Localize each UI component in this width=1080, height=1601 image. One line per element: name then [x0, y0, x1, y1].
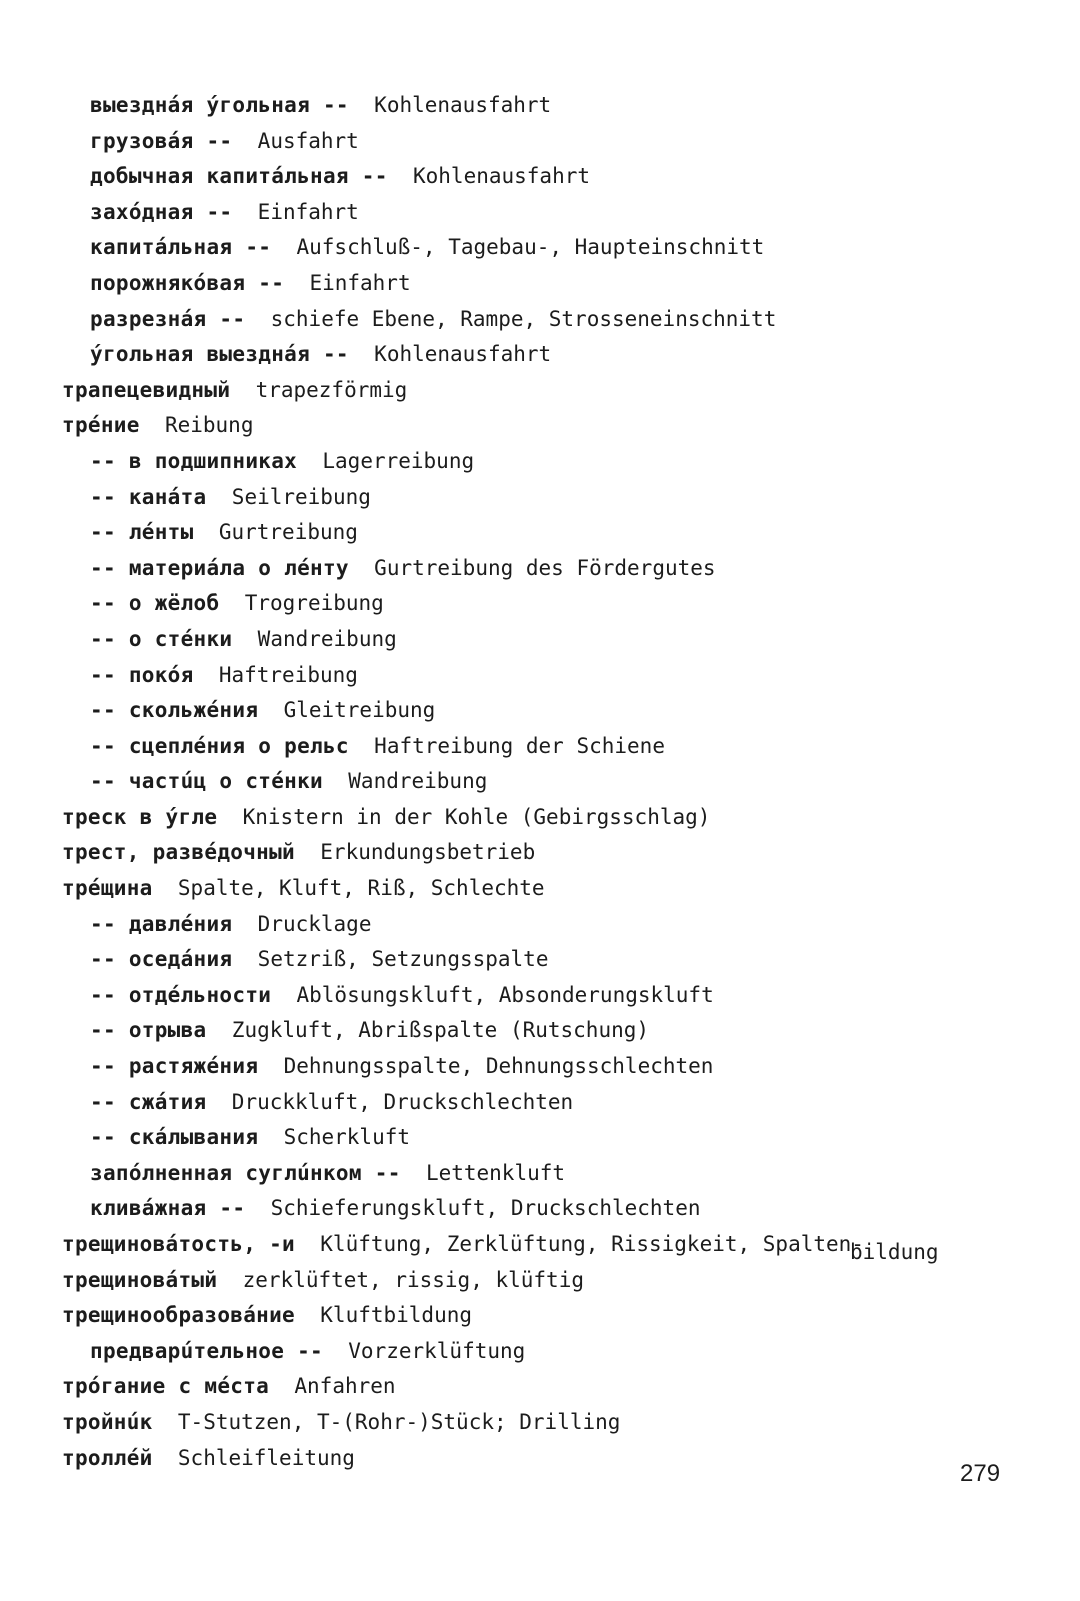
russian-term: -- сцеплéния о рельс — [90, 733, 349, 758]
german-translation: Einfahrt — [257, 199, 359, 224]
sub-entry — [62, 1049, 1022, 1085]
russian-term: -- частúц о стéнки — [90, 769, 323, 794]
russian-term: трéние — [62, 413, 140, 438]
sub-entry — [62, 337, 1022, 373]
german-translation: Haftreibung — [218, 662, 358, 687]
russian-term: трещиновáтый — [62, 1267, 218, 1292]
headword-entry — [62, 871, 1022, 907]
headword-entry — [62, 835, 1022, 871]
sub-entry — [62, 764, 1022, 800]
german-translation: Knistern in der Kohle (Gebirgsschlag) — [242, 804, 711, 829]
german-translation: Scherkluft — [283, 1125, 410, 1150]
german-translation: Kohlenausfahrt — [374, 93, 552, 117]
russian-term: трапецевидный — [62, 377, 231, 402]
german-translation: Drucklage — [257, 911, 372, 936]
headword-entry — [62, 1441, 1022, 1477]
sub-entry — [62, 230, 1022, 266]
german-translation: Kohlenausfahrt — [413, 164, 591, 189]
sub-entry — [62, 1120, 1022, 1156]
russian-term: добычная капитáльная -- — [90, 164, 388, 189]
sub-entry — [62, 907, 1022, 943]
sub-entry — [62, 586, 1022, 622]
russian-term: грузовáя -- — [90, 128, 233, 153]
sub-entry — [62, 159, 1022, 195]
russian-term: тройнúк — [62, 1409, 153, 1434]
russian-term: трéщина — [62, 876, 153, 901]
russian-term: -- давлéния — [90, 911, 233, 936]
german-translation: Haftreibung der Schiene — [374, 733, 665, 758]
russian-term: -- покóя — [90, 662, 194, 687]
german-translation: Gurtreibung — [218, 520, 358, 545]
german-translation: Lettenkluft — [425, 1160, 566, 1185]
russian-term: -- о жёлоб — [90, 591, 220, 616]
russian-term: -- лéнты — [90, 520, 194, 545]
hyphenated-continuation: bildung — [850, 1240, 939, 1264]
sub-entry — [62, 729, 1022, 765]
sub-entry — [62, 1156, 1022, 1192]
headword-entry — [62, 800, 1022, 836]
sub-entry — [62, 444, 1022, 480]
russian-term: -- скольжéния — [90, 698, 259, 723]
german-translation: Setzriß, Setzungsspalte — [257, 947, 549, 972]
sub-entry — [62, 551, 1022, 587]
russian-term: предварúтельное -- — [90, 1338, 323, 1363]
german-translation: Druckkluft, Druckschlechten — [231, 1089, 574, 1114]
entry-list — [62, 88, 1022, 1476]
german-translation: schiefe Ebene, Rampe, Strosseneinschnitt — [270, 306, 777, 331]
sub-entry — [62, 266, 1022, 302]
russian-term: трещиновáтость, -и — [62, 1232, 295, 1256]
german-translation: Dehnungsspalte, Dehnungsschlechten — [283, 1054, 714, 1079]
german-translation: trapezförmig — [255, 377, 408, 402]
russian-term: капитáльная -- — [90, 235, 272, 260]
sub-entry — [62, 195, 1022, 231]
russian-term: запóлненная суглúнком -- — [90, 1160, 401, 1185]
sub-entry — [62, 124, 1022, 160]
sub-entry — [62, 88, 1022, 124]
german-translation: Seilreibung — [231, 484, 371, 509]
russian-term: -- растяжéния — [90, 1054, 259, 1079]
german-translation: Kohlenausfahrt — [374, 342, 552, 367]
russian-term: трест, развéдочный — [62, 840, 295, 865]
german-translation: Ausfahrt — [257, 128, 359, 153]
german-translation: Anfahren — [294, 1374, 396, 1399]
german-translation: Wandreibung — [257, 626, 397, 651]
russian-term: -- о стéнки — [90, 626, 233, 651]
headword-entry — [62, 373, 1022, 409]
russian-term: -- материáла о лéнту — [90, 555, 349, 580]
russian-term: -- канáта — [90, 484, 207, 509]
russian-term: -- сжáтия — [90, 1089, 207, 1114]
german-translation: Vorzerklüftung — [348, 1338, 526, 1363]
russian-term: -- отрыва — [90, 1018, 207, 1043]
russian-term: разрезнáя -- — [90, 306, 246, 331]
german-translation: zerklüftet, rissig, klüftig — [242, 1267, 584, 1292]
german-translation: Erkundungsbetrieb — [320, 840, 536, 865]
german-translation: Reibung — [164, 413, 254, 438]
sub-entry — [62, 1085, 1022, 1121]
headword-entry — [62, 1298, 1022, 1334]
russian-term: -- отдéльности — [90, 982, 272, 1007]
russian-term: выезднáя ýгольная -- — [90, 93, 349, 117]
russian-term: троллéй — [62, 1445, 153, 1470]
sub-entry — [62, 942, 1022, 978]
sub-entry — [62, 480, 1022, 516]
sub-entry — [62, 658, 1022, 694]
russian-term: трóгание с мéста — [62, 1374, 270, 1399]
german-translation: Spalte, Kluft, Riß, Schlechte — [177, 876, 545, 901]
russian-term: кливáжная -- — [90, 1196, 246, 1221]
german-translation: Lagerreibung — [322, 448, 475, 473]
russian-term: -- в подшипниках — [90, 448, 298, 473]
german-translation: Schleifleitung — [177, 1445, 355, 1470]
german-translation: Kluftbildung — [320, 1303, 472, 1328]
german-translation: Zugkluft, Abrißspalte (Rutschung) — [231, 1018, 650, 1043]
german-translation: Schieferungskluft, Druckschlechten — [270, 1196, 701, 1221]
sub-entry — [62, 1334, 1022, 1370]
sub-entry — [62, 515, 1022, 551]
russian-term: треск в ýгле — [62, 804, 218, 829]
page-number: 279 — [960, 1460, 1001, 1487]
russian-term: порожнякóвая -- — [90, 270, 285, 295]
russian-term: захóдная -- — [90, 199, 233, 224]
german-translation: Wandreibung — [348, 769, 488, 794]
german-translation: Ablösungskluft, Absonderungskluft — [296, 982, 714, 1007]
russian-term: -- скáлывания — [90, 1125, 259, 1150]
german-translation: T-Stutzen, T-(Rohr-)Stück; Drilling — [177, 1409, 621, 1434]
headword-entry — [62, 408, 1022, 444]
german-translation: Gleitreibung — [283, 698, 436, 723]
sub-entry — [62, 1013, 1022, 1049]
russian-term: ýгольная выезднáя -- — [90, 342, 349, 367]
sub-entry — [62, 1191, 1022, 1227]
sub-entry — [62, 693, 1022, 729]
sub-entry — [62, 302, 1022, 338]
sub-entry — [62, 622, 1022, 658]
headword-entry — [62, 1369, 1022, 1405]
german-translation: Klüftung, Zerklüftung, Rissigkeit, Spalten- — [320, 1232, 864, 1256]
russian-term: -- оседáния — [90, 947, 233, 972]
german-translation: Gurtreibung des Fördergutes — [374, 555, 716, 580]
german-translation: Einfahrt — [309, 270, 411, 295]
russian-term: трещинообразовáние — [62, 1303, 295, 1328]
german-translation: Trogreibung — [244, 591, 384, 616]
german-translation: Aufschluß-, Tagebau-, Haupteinschnitt — [296, 235, 765, 260]
headword-entry — [62, 1263, 1022, 1299]
headword-entry — [62, 1405, 1022, 1441]
sub-entry — [62, 978, 1022, 1014]
